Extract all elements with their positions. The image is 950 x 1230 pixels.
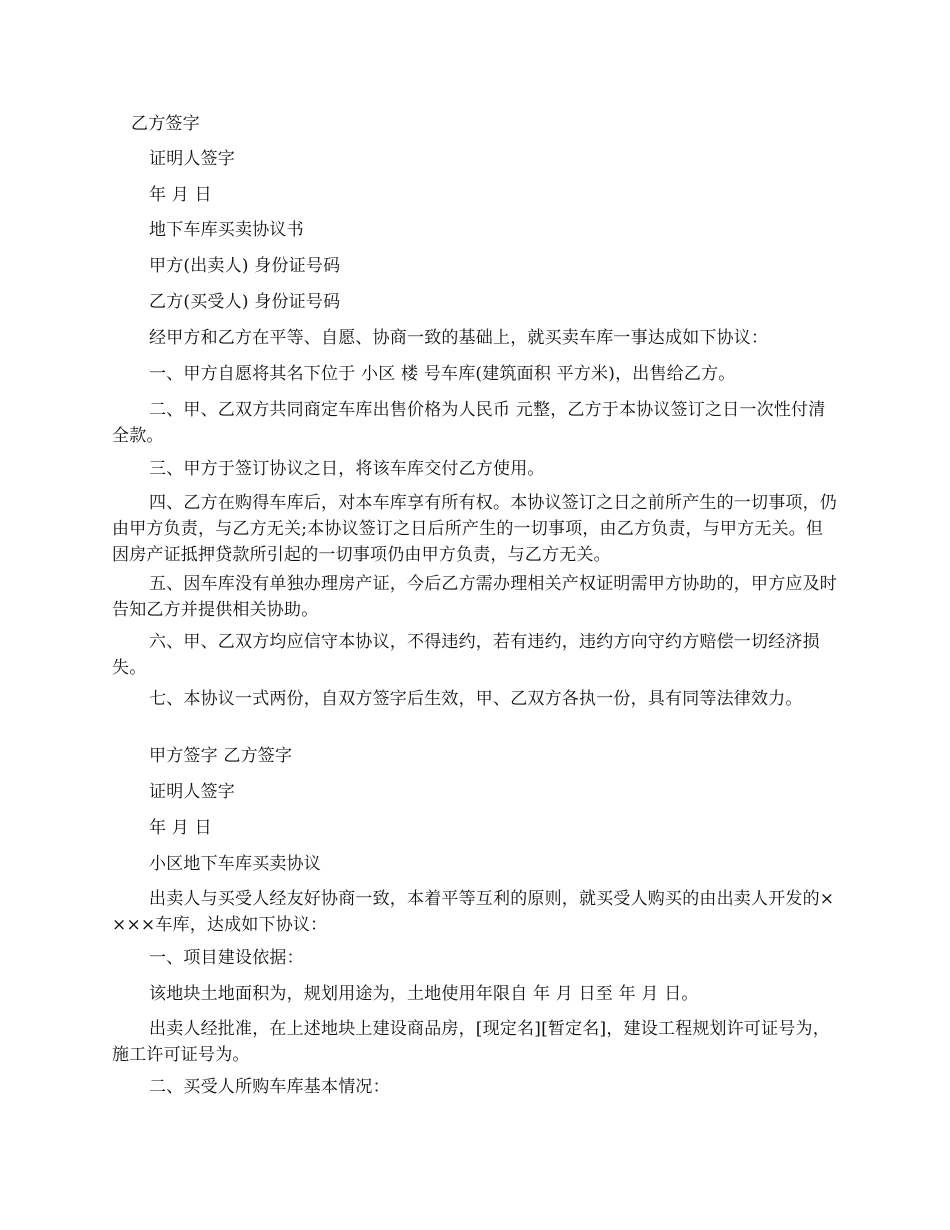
agreement-intro: 经甲方和乙方在平等、自愿、协商一致的基础上，就买卖车库一事达成如下协议： (149, 328, 769, 348)
agreement-intro-2: 出卖人与买受人经友好协商一致，本着平等互利的原则，就买受人购买的由出卖人开发的××××车库，达成如下协议： (112, 889, 835, 935)
signature-line-both: 甲方签字 乙方签字 (149, 746, 293, 766)
clause-5: 五、因车库没有单独办理房产证，今后乙方需办理相关产权证明需甲方协助的，甲方应及时告知乙方并提供相关协助。 (112, 574, 837, 620)
clause-3: 三、甲方于签订协议之日，将该车库交付乙方使用。 (149, 459, 545, 479)
signature-line-witness: 证明人签字 (149, 149, 235, 169)
section-1-heading: 一、项目建设依据： (149, 948, 304, 968)
clause-2: 二、甲、乙双方共同商定车库出售价格为人民币 元整，乙方于本协议签订之日一次性付清全款。 (112, 400, 826, 446)
signature-line-witness-2: 证明人签字 (149, 782, 235, 802)
date-line-2: 年 月 日 (149, 818, 212, 838)
clause-6: 六、甲、乙双方均应信守本协议，不得违约，若有违约，违约方向守约方赔偿一切经济损失。 (112, 632, 820, 678)
clause-1: 一、甲方自愿将其名下位于 小区 楼 号车库(建筑面积 平方米)，出售给乙方。 (149, 364, 736, 384)
party-b-line: 乙方(买受人) 身份证号码 (149, 292, 341, 312)
clause-4: 四、乙方在购得车库后，对本车库享有所有权。本协议签订之日之前所产生的一切事项，仍由甲方负责，与乙方无关;本协议签订之日后所产生的一切事项，由乙方负责，与甲方无关。但因房产证抵押贷款所引起的一切事项仍由甲方负责，与乙方无关。 (112, 493, 837, 565)
clause-7: 七、本协议一式两份，自双方签字后生效，甲、乙双方各执一份，具有同等法律效力。 (149, 689, 803, 709)
land-info: 该地块土地面积为，规划用途为，土地使用年限自 年 月 日至 年 月 日。 (149, 984, 699, 1004)
agreement-title-2: 小区地下车库买卖协议 (149, 854, 321, 874)
construction-info: 出卖人经批准，在上述地块上建设商品房，[现定名][暂定名]，建设工程规划许可证号为，施工许可证号为。 (112, 1019, 830, 1065)
party-a-line: 甲方(出卖人) 身份证号码 (149, 256, 341, 276)
signature-line-party-b: 乙方签字 (131, 114, 200, 134)
date-line: 年 月 日 (149, 185, 212, 205)
section-2-heading: 二、买受人所购车库基本情况： (149, 1077, 390, 1097)
agreement-title: 地下车库买卖协议书 (149, 220, 304, 240)
